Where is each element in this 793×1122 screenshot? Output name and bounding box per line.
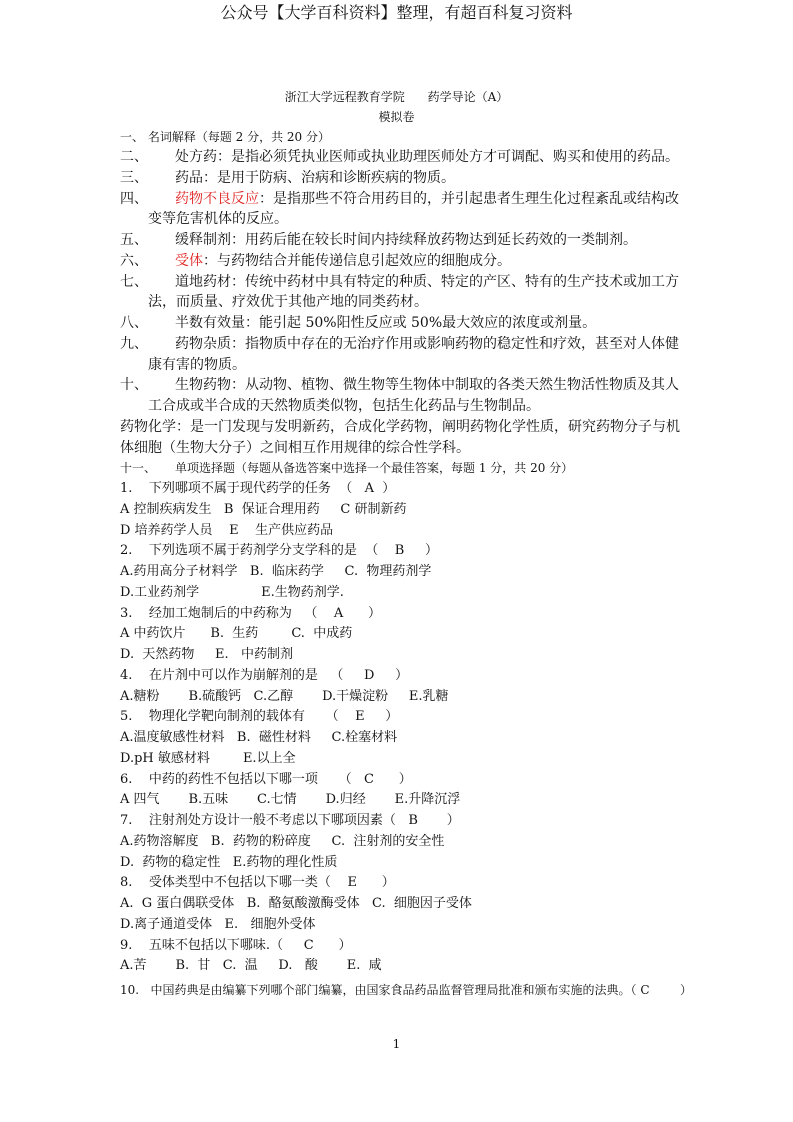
definition-text: ：能引起 50%阳性反应或 50%最大效应的浓度或剂量。 [245, 315, 597, 331]
section-heading-definitions: 一、 名词解释（每题 2 分，共 20 分） [120, 130, 330, 144]
definition-term: 生物药物 [175, 377, 231, 393]
definition-item [120, 273, 679, 291]
definition-term: 半数有效量 [175, 315, 245, 331]
definition-term: 药物不良反应 [175, 191, 259, 207]
question-options: A.药用高分子材料学 B. 临床药学 C. 物理药剂学 [120, 564, 432, 579]
question-options: D 培养药学人员 E 生产供应药品 [120, 523, 334, 538]
question-options: A.药物溶解度 B. 药物的粉碎度 C. 注射剂的安全性 [120, 834, 445, 849]
section-text: 单项选择题（每题从备选答案中选择一个最佳答案，每题 1 分，共 20 分） [175, 461, 574, 475]
definition-item [120, 190, 679, 208]
definition-number: 三、 [120, 170, 148, 186]
definition-item [120, 376, 679, 394]
page-number: 1 [392, 1037, 401, 1051]
definition-item [120, 169, 455, 187]
drug-chemistry-definition: 药物化学：是一门发现与发明新药，合成化学药物，阐明药物化学性质，研究药物分子与机 [120, 419, 680, 435]
definition-text: ：指物质中存在的无治疗作用或影响药物的稳定性和疗效，甚至对人体健 [231, 336, 679, 352]
definition-text: ：用药后能在较长时间内持续释放药物达到延长药效的一类制剂。 [231, 232, 637, 248]
definition-term: 药物杂质 [175, 336, 231, 352]
definition-continuation: 工合成或半合成的天然物质类似物，包括生化药品与生物制品。 [148, 398, 540, 414]
drug-chemistry-definition: 体细胞（生物大分子）之间相互作用规律的综合性学科。 [120, 440, 470, 456]
definition-item [120, 335, 679, 353]
definition-number: 五、 [120, 232, 148, 248]
question-options: A.糖粉 B.硫酸钙 C.乙醇 D.干燥淀粉 E.乳糖 [120, 689, 449, 704]
definition-text: ：传统中药材中具有特定的种质、特定的产区、特有的生产技术或加工方 [231, 274, 679, 290]
question-options: A.温度敏感性材料 B. 磁性材料 C.栓塞材料 [120, 730, 398, 745]
definition-number: 八、 [120, 315, 148, 331]
document-subtitle: 模拟卷 [378, 110, 415, 124]
question-stem: 4. 在片剂中可以作为崩解剂的是 （ D ） [120, 668, 409, 683]
section-number: 十一、 [120, 461, 157, 475]
definition-text: ：与药物结合并能传递信息引起效应的细胞成分。 [203, 253, 511, 269]
question-stem: 1. 下列哪项不属于现代药学的任务 （ A ） [120, 481, 396, 496]
question-options: A 四气 B.五味 C.七情 D.归经 E.升降沉浮 [120, 792, 461, 807]
definition-item [120, 148, 679, 166]
definition-term: 受体 [175, 253, 203, 269]
definition-continuation: 康有害的物质。 [148, 357, 246, 373]
question-options: A.苦 B. 甘 C. 温 D. 酸 E. 咸 [120, 958, 382, 973]
question-options: D.离子通道受体 E. 细胞外受体 [120, 917, 316, 932]
definition-number: 九、 [120, 336, 148, 352]
definition-text: ：从动物、植物、微生物等生物体中制取的各类天然生物活性物质及其人 [231, 377, 679, 393]
definition-term: 缓释制剂 [175, 232, 231, 248]
definition-item [120, 231, 637, 249]
question-stem: 8. 受体类型中不包括以下哪一类（ E ） [120, 875, 395, 890]
question-stem: 5. 物理化学靶向制剂的载体有 （ E ） [120, 709, 399, 724]
definition-continuation: 法，而质量、疗效优于其他产地的同类药材。 [148, 294, 428, 310]
definition-number: 六、 [120, 253, 148, 269]
definition-term: 处方药 [175, 149, 217, 165]
question-stem: 7. 注射剂处方设计一般不考虑以下哪项因素（ B ） [120, 813, 460, 828]
definition-term: 药品 [175, 170, 203, 186]
definition-continuation: 变等危害机体的反应。 [148, 211, 288, 227]
definition-text: ：是指必须凭执业医师或执业助理医师处方才可调配、购买和使用的药品。 [217, 149, 679, 165]
header-banner: 公众号【大学百科资料】整理，有超百科复习资料 [220, 3, 573, 22]
question-stem: 6. 中药的药性不包括以下哪一项 （ C ） [120, 772, 412, 787]
question-options: D. 药物的稳定性 E.药物的理化性质 [120, 855, 338, 870]
question-stem: 9. 五味不包括以下哪味.（ C ） [120, 938, 352, 953]
definition-text: ：是指那些不符合用药目的，并引起患者生理生化过程紊乱或结构改 [259, 191, 679, 207]
definition-item [120, 314, 596, 332]
definition-number: 十、 [120, 377, 148, 393]
section-heading-choice [120, 459, 573, 477]
definition-term: 道地药材 [175, 274, 231, 290]
question-options: D.pH 敏感材料 E.以上全 [120, 751, 296, 766]
definition-number: 七、 [120, 274, 148, 290]
question-10: 10. 中国药典是由编纂下列哪个部门编纂，由国家食品药品监督管理局批准和颁布实施的法典。（ C ） [120, 983, 693, 997]
document-title: 浙江大学远程教育学院 药学导论（A） [284, 90, 509, 104]
definition-number: 二、 [120, 149, 148, 165]
question-options: A 中药饮片 B. 生药 C. 中成药 [120, 626, 353, 641]
question-stem: 2. 下列选项不属于药剂学分支学科的是 （ B ） [120, 543, 438, 558]
question-options: D.工业药剂学 E.生物药剂学. [120, 585, 344, 600]
definition-number: 四、 [120, 191, 148, 207]
definition-item [120, 252, 511, 270]
question-stem: 3. 经加工炮制后的中药称为 （ A ） [120, 606, 382, 621]
definition-text: ：是用于防病、治病和诊断疾病的物质。 [203, 170, 455, 186]
question-options: A 控制疾病发生 B 保证合理用药 C 研制新药 [120, 502, 407, 517]
question-options: D. 天然药物 E. 中药制剂 [120, 647, 294, 662]
question-options: A. G 蛋白偶联受体 B. 酪氨酸激酶受体 C. 细胞因子受体 [120, 896, 472, 911]
